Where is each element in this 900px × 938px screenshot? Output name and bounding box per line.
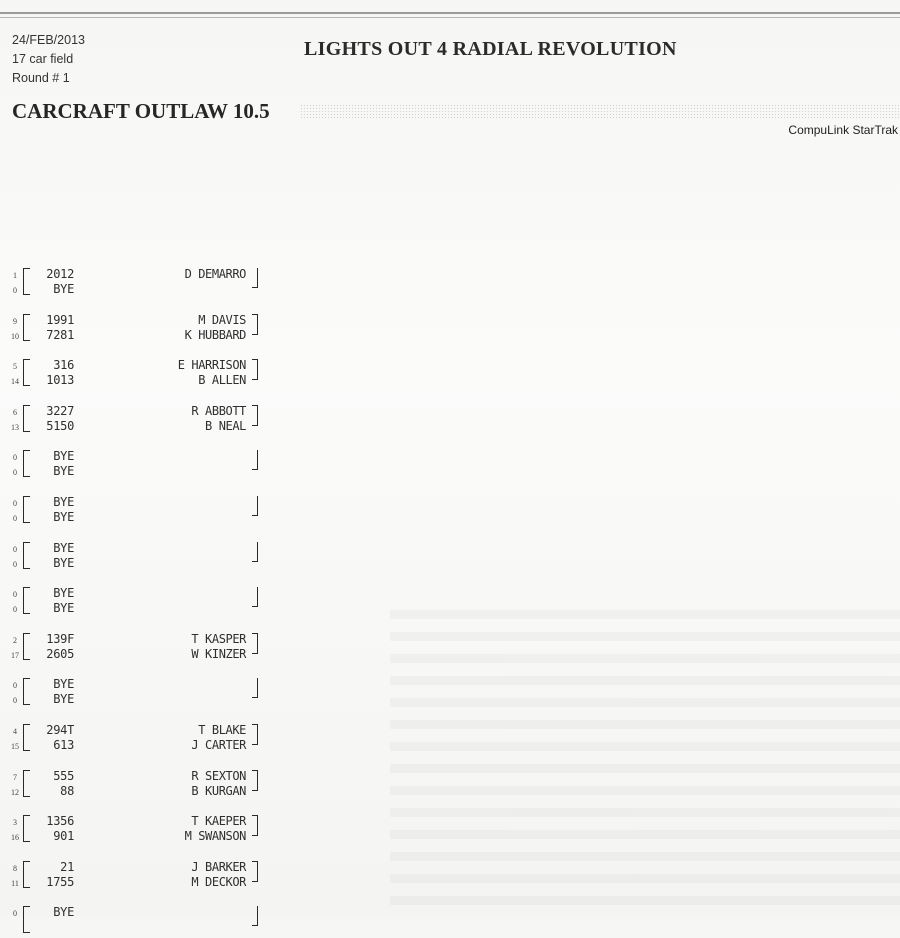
- car-number-top: BYE: [53, 449, 74, 464]
- lane-number-top: 0: [13, 590, 17, 600]
- lane-number-top: 2: [13, 635, 17, 645]
- pairing-row: [0, 720, 280, 756]
- lane-number-top: 3: [13, 818, 17, 828]
- car-number-top: 1356: [46, 814, 74, 829]
- lane-number-bottom: 11: [11, 878, 19, 888]
- driver-name-bottom: W KINZER: [191, 646, 246, 661]
- right-bracket: [252, 314, 258, 335]
- left-bracket: [23, 861, 30, 888]
- left-bracket: [23, 906, 30, 933]
- lane-number-top: 9: [13, 316, 17, 326]
- car-number-top: BYE: [53, 905, 74, 920]
- dotted-band: [300, 104, 900, 120]
- lane-number-top: 1: [13, 271, 17, 280]
- driver-name-bottom: J CARTER: [191, 738, 246, 752]
- lane-number-top: 5: [13, 362, 17, 372]
- round-number: Round # 1: [12, 71, 70, 85]
- right-bracket: [252, 450, 258, 470]
- pairing-row: [0, 674, 280, 710]
- pairing-row: [0, 264, 280, 300]
- car-number-bottom: BYE: [53, 692, 74, 707]
- lane-number-bottom: 0: [13, 514, 17, 523]
- car-number-bottom: 1755: [46, 874, 74, 889]
- lane-number-bottom: 15: [11, 742, 19, 751]
- car-number-bottom: BYE: [53, 555, 74, 570]
- driver-name-top: T BLAKE: [198, 723, 246, 737]
- bleed-through-text: [390, 610, 900, 917]
- car-number-bottom: 7281: [46, 327, 74, 342]
- event-title: LIGHTS OUT 4 RADIAL REVOLUTION: [304, 38, 677, 60]
- pairing-row: [0, 446, 280, 482]
- lane-number-top: 8: [13, 863, 17, 873]
- driver-name-top: D DEMARRO: [184, 267, 246, 281]
- car-number-bottom: BYE: [53, 282, 74, 296]
- car-number-bottom: 901: [53, 829, 74, 844]
- left-bracket: [23, 268, 30, 295]
- right-bracket: [252, 815, 258, 836]
- top-rule: [0, 12, 900, 14]
- car-number-top: 21: [60, 859, 74, 874]
- left-bracket: [23, 770, 30, 797]
- right-bracket: [252, 678, 258, 698]
- pairing-row: [0, 492, 280, 528]
- field-size: 17 car field: [12, 52, 74, 66]
- left-bracket: [23, 815, 30, 842]
- lane-number-top: 4: [13, 727, 17, 736]
- car-number-top: BYE: [53, 495, 74, 509]
- pairing-row: [0, 583, 280, 619]
- car-number-bottom: 1013: [46, 373, 74, 388]
- pairing-row: [0, 310, 280, 346]
- car-number-top: 139F: [46, 631, 74, 646]
- left-bracket: [23, 359, 30, 386]
- car-number-bottom: BYE: [53, 464, 74, 479]
- lane-number-bottom: 16: [11, 833, 19, 843]
- driver-name-top: E HARRISON: [177, 358, 246, 373]
- brand-label: CompuLink StarTrak: [788, 123, 898, 137]
- lane-number-bottom: 0: [13, 696, 17, 706]
- driver-name-bottom: B NEAL: [205, 418, 246, 433]
- driver-name-top: M DAVIS: [198, 312, 246, 327]
- top-rule-thin: [0, 17, 900, 18]
- right-bracket: [252, 770, 258, 791]
- left-bracket: [23, 633, 30, 660]
- car-number-bottom: 5150: [46, 418, 74, 433]
- driver-name-bottom: B KURGAN: [191, 783, 246, 798]
- pairing-row: [0, 355, 280, 391]
- pairing-row: [0, 857, 280, 893]
- lane-number-bottom: 0: [13, 286, 17, 295]
- lane-number-top: 0: [13, 681, 17, 691]
- lane-number-top: 7: [13, 772, 17, 782]
- car-number-top: 2012: [46, 267, 74, 281]
- left-bracket: [23, 405, 30, 432]
- car-number-bottom: 88: [60, 783, 74, 798]
- left-bracket: [23, 542, 30, 569]
- lane-number-bottom: 0: [13, 468, 17, 478]
- lane-number-bottom: 0: [13, 605, 17, 615]
- right-bracket: [252, 542, 258, 562]
- driver-name-bottom: K HUBBARD: [184, 327, 246, 342]
- lane-number-top: 0: [13, 499, 17, 508]
- left-bracket: [23, 724, 30, 751]
- car-number-bottom: BYE: [53, 601, 74, 616]
- driver-name-bottom: B ALLEN: [198, 373, 246, 388]
- right-bracket: [252, 405, 258, 426]
- left-bracket: [23, 496, 30, 523]
- right-bracket: [252, 724, 258, 745]
- car-number-top: BYE: [53, 540, 74, 555]
- lane-number-bottom: 12: [11, 787, 19, 797]
- lane-number-bottom: 0: [13, 559, 17, 569]
- pairing-row: [0, 902, 280, 938]
- lane-number-bottom: 10: [11, 331, 19, 341]
- car-number-top: 555: [53, 768, 74, 783]
- lane-number-bottom: 17: [11, 650, 19, 660]
- right-bracket: [252, 587, 258, 607]
- pairing-row: [0, 401, 280, 437]
- right-bracket: [252, 496, 258, 516]
- right-bracket: [252, 268, 258, 288]
- right-bracket: [252, 861, 258, 882]
- car-number-top: 3227: [46, 403, 74, 418]
- car-number-top: 1991: [46, 312, 74, 327]
- driver-name-top: T KASPER: [191, 631, 246, 646]
- pairing-row: [0, 811, 280, 847]
- pairing-row: [0, 538, 280, 574]
- pairing-row: [0, 766, 280, 802]
- driver-name-top: J BARKER: [191, 859, 246, 874]
- left-bracket: [23, 678, 30, 705]
- header-info: [12, 31, 85, 88]
- lane-number-bottom: 13: [11, 422, 19, 432]
- right-bracket: [252, 906, 258, 926]
- car-number-top: 316: [53, 358, 74, 373]
- lane-number-top: 0: [13, 544, 17, 554]
- event-date: 24/FEB/2013: [12, 33, 85, 47]
- driver-name-bottom: M DECKOR: [191, 874, 246, 889]
- driver-name-top: R ABBOTT: [191, 403, 246, 418]
- lane-number-top: 0: [13, 909, 17, 919]
- left-bracket: [23, 314, 30, 341]
- lane-number-top: 0: [13, 453, 17, 463]
- lane-number-top: 6: [13, 407, 17, 417]
- pairing-row: [0, 629, 280, 665]
- right-bracket: [252, 633, 258, 654]
- car-number-bottom: 613: [53, 738, 74, 752]
- right-bracket: [252, 359, 258, 380]
- driver-name-top: T KAEPER: [191, 814, 246, 829]
- lane-number-bottom: 14: [11, 377, 19, 387]
- left-bracket: [23, 587, 30, 614]
- driver-name-bottom: M SWANSON: [184, 829, 246, 844]
- car-number-top: 294T: [46, 723, 74, 737]
- car-number-bottom: BYE: [53, 510, 74, 524]
- car-number-bottom: 2605: [46, 646, 74, 661]
- car-number-top: BYE: [53, 586, 74, 601]
- car-number-top: BYE: [53, 677, 74, 692]
- driver-name-top: R SEXTON: [191, 768, 246, 783]
- left-bracket: [23, 450, 30, 477]
- class-name: CARCRAFT OUTLAW 10.5: [12, 99, 270, 123]
